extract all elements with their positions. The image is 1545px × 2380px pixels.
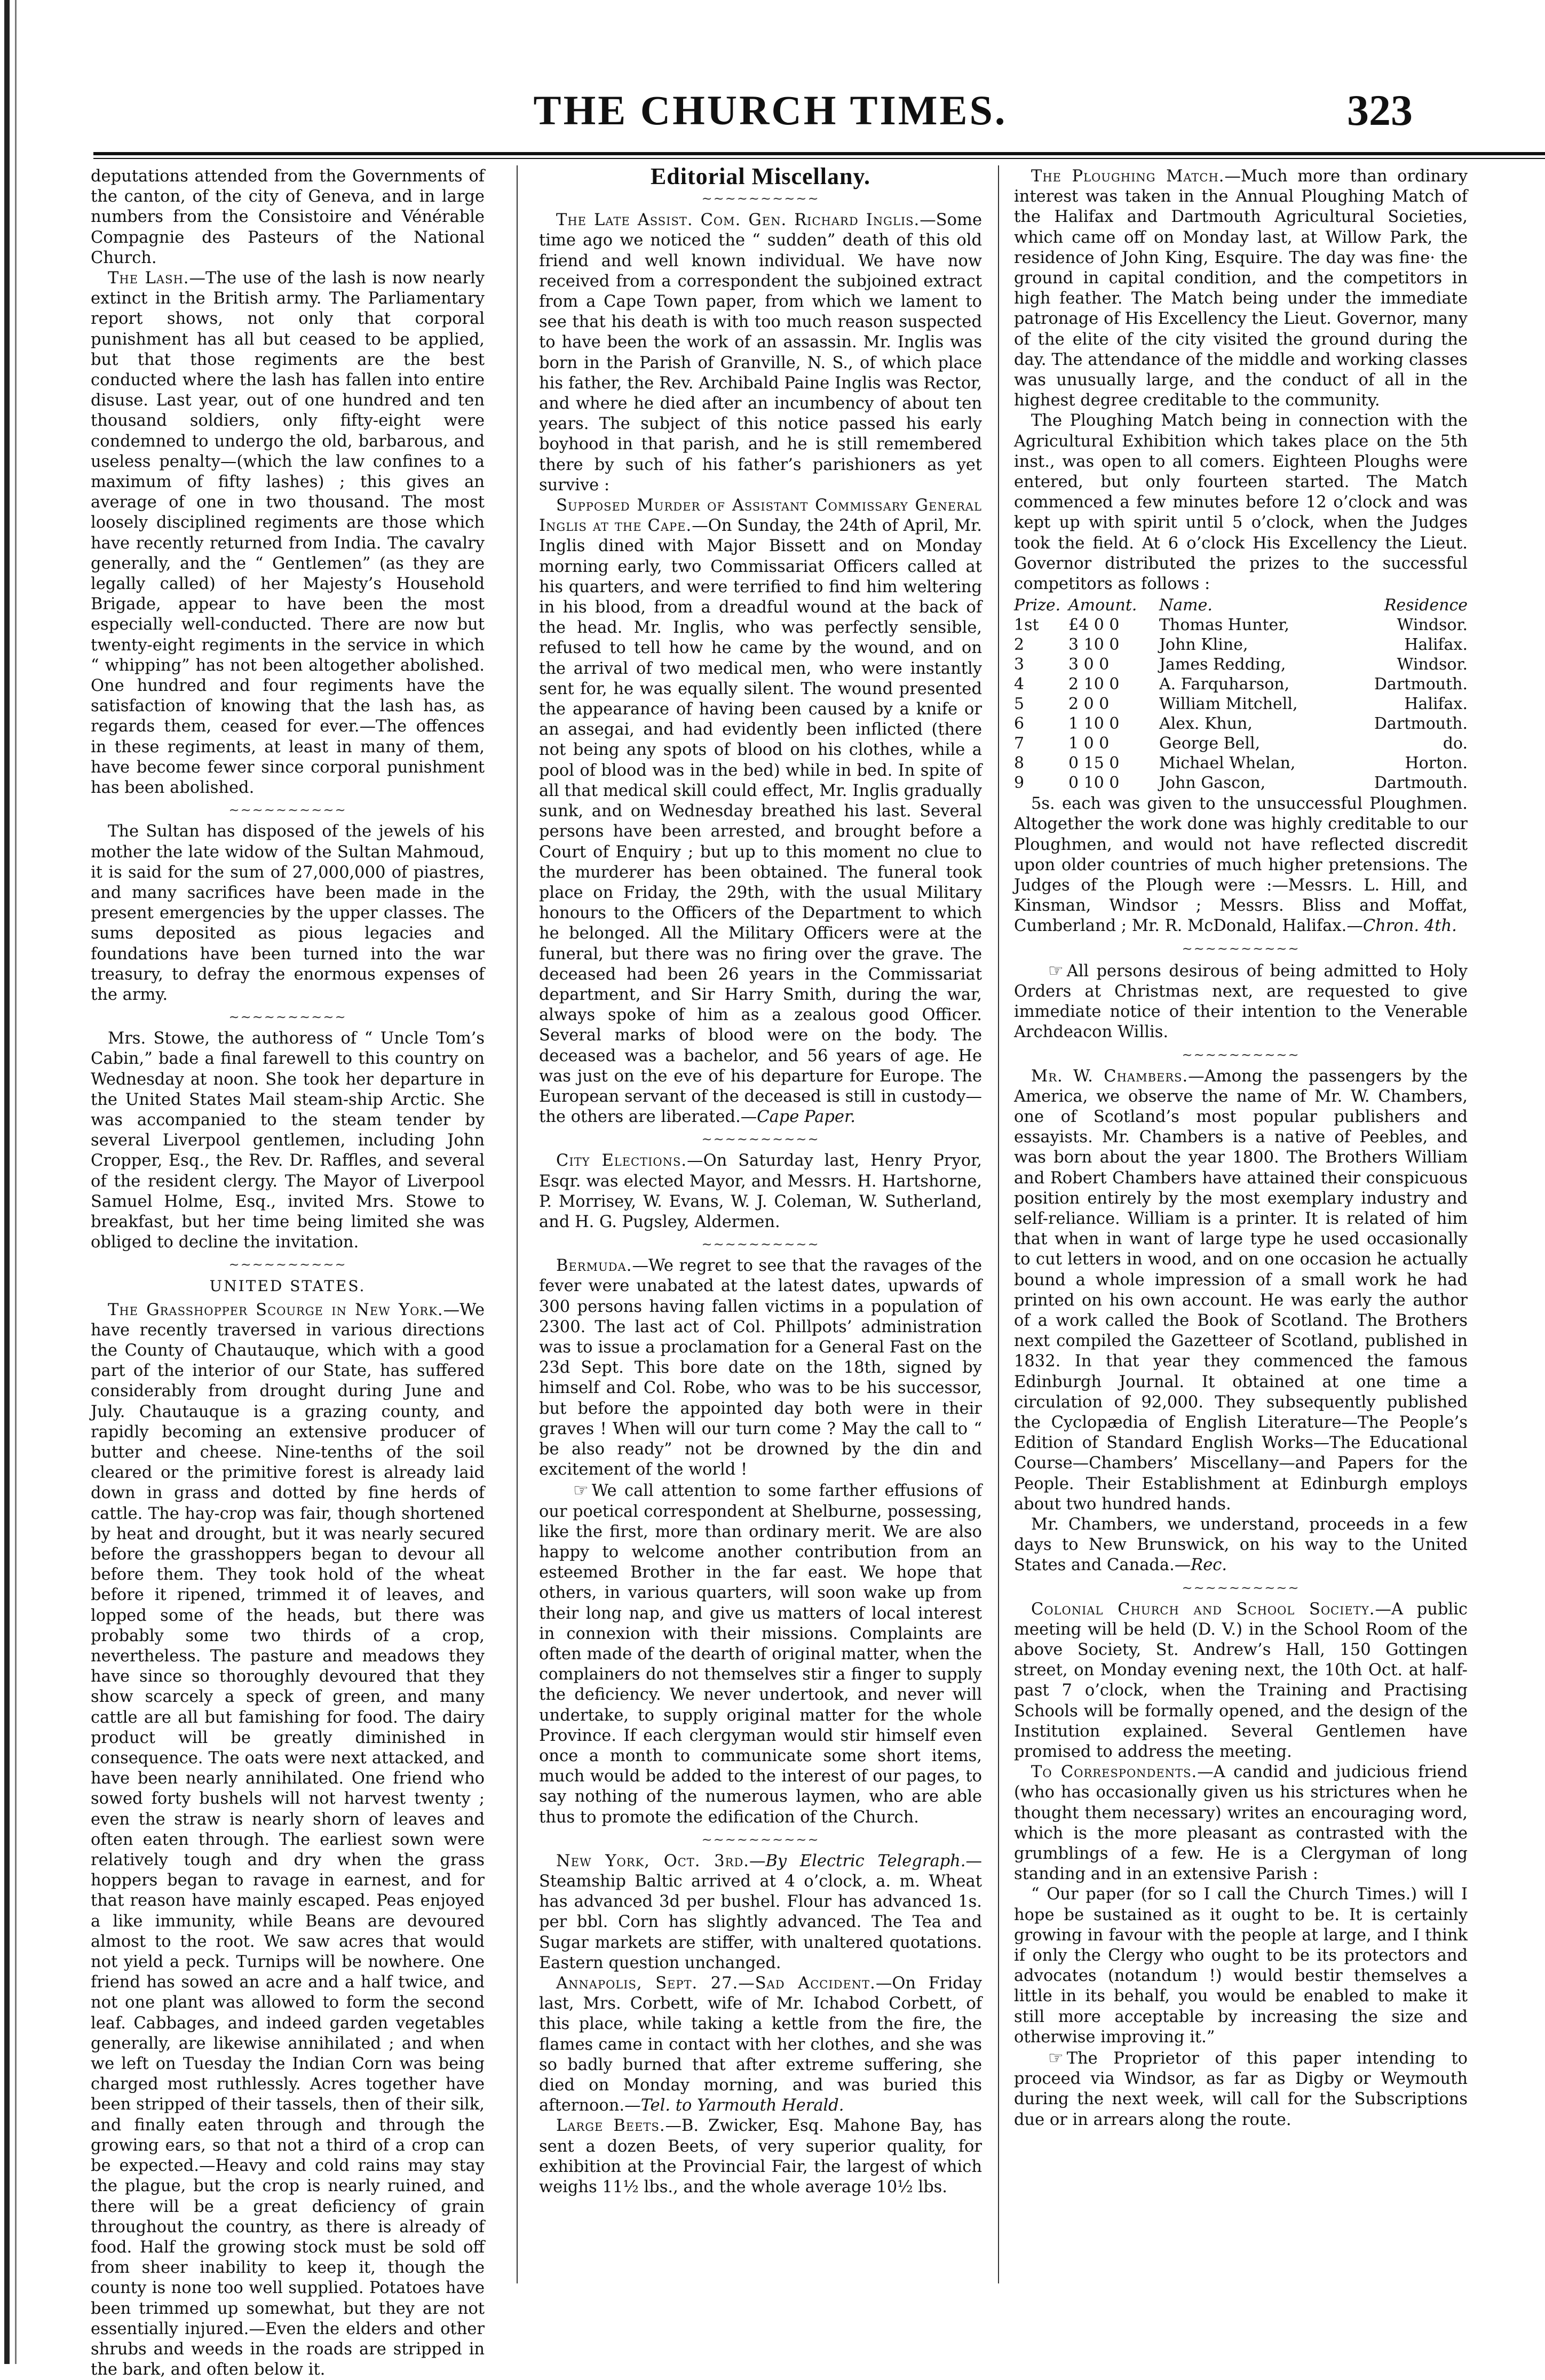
separator-ornament: ∼∼∼∼∼∼∼∼∼∼ (701, 191, 820, 206)
article-bermuda (539, 1256, 982, 1480)
article-holy-orders (1014, 960, 1468, 1043)
column-header: Amount. (1068, 596, 1137, 615)
article-body: —We regret to see that the ravages of the fever were unabated at the latest dates, upwards of 300 persons having fallen victims in a population of 2300. The last act of Col. Phillpots’ administration was to issue a proclamation for a General Fast on the 23d Sept. This bore date on the 18th, signed by himself and Col. Robe, who was to be his successor, but before the appointed day both were in their graves ! When will our turn come ? May the call to “ be also ready” not be drowned by the din and excitement of the world ! (539, 1256, 982, 1479)
article-body: 5s. each was given to the unsuccessful Ploughmen. Altogether the work done was highly creditable to our Ploughmen, and would not have reflected discredit upon older countries of much higher pretensions. The Judges of the Plough were :—Messrs. L. Hill, and Kinsman, Windsor ; Messrs. Bliss and Moffat, Cumberland ; Mr. R. McDonald, Halifax. (1014, 794, 1468, 936)
prize-table (1014, 595, 1468, 793)
article-body: —A candid and judicious friend (who has occasionally given us his strictures when he thought them necessary) writes an encouraging word, which is the more pleasant as contrasted with the grumblings of a few. He is a Clergyman of long standing and in an extensive Parish : (1014, 1763, 1468, 1884)
prize-cell: 5 (1014, 695, 1025, 714)
article-body: —Much more than ordinary interest was taken in the Annual Ploughing Match of the Halifax and Dartmouth Agricultural Societies, which came off on Monday last, at Willow Park, the residence of John King, Esquire. The day was fine· the ground in capital condition, and the competitors in high feather. The Match being under the immediate patronage of His Excellency the Lieut. Governor, many of the elite of the city visited the ground during the day. The attendance of the middle and working classes was unusually large, and the conduct of all in the highest degree creditable to the community. (1014, 167, 1468, 410)
name-cell: Alex. Khun, (1159, 714, 1253, 734)
article-lead: To Correspondents. (1031, 1763, 1198, 1782)
amount-cell: 3 10 0 (1068, 635, 1120, 655)
name-cell: William Mitchell, (1159, 695, 1298, 714)
pointing-hand-icon: ☞ (1048, 2048, 1064, 2068)
amount-cell: £4 0 0 (1068, 616, 1120, 635)
article-lead: The Grasshopper Scourge in New York. (108, 1300, 443, 1319)
residence-cell: Dartmouth. (1374, 675, 1468, 694)
residence-cell: Horton. (1405, 754, 1468, 773)
article-deputations: deputations attended from the Governments of the canton, of the city of Geneva, and in large numbers from the Consistoire and Vénérable Compagnie des Pasteurs of the National Church. (91, 167, 485, 267)
article-body: —Among the passengers by the America, we observe the name of Mr. W. Chambers, one of Scotland’s most popular publishers and essayists. Mr. Chambers is a native of Peebles, and was born about the year 1800. The Brothers William and Robert Chambers have attained their conspicuous position entirely by the most exemplary industry and self-reliance. William is a printer. It is related of him that when in want of large type he used occasionally to cut letters in wood, and on one occasion he actually bound a whole impression of a small work he had printed on his own account. He was early the author of a work called the Book of Scotland. The Brothers next compiled the Gazetteer of Scotland, published in 1832. In that year they commenced the famous Edinburgh Journal. It obtained at one time a circulation of 92,000. They subsequently published the Cyclopædia of English Literature—The People’s Edition of Standard English Works—The Educational Course—Chambers’ Miscellany—and Papers for the People. Their Establishment at Edinburgh employs about two hundred hands. (1014, 1066, 1468, 1514)
article-the-lash (91, 268, 485, 798)
name-cell: Thomas Hunter, (1159, 616, 1289, 635)
separator-ornament: ∼∼∼∼∼∼∼∼∼∼ (701, 1237, 820, 1252)
residence-cell: Dartmouth. (1374, 774, 1468, 793)
pointing-hand-icon: ☞ (573, 1480, 589, 1501)
article-murder (539, 496, 982, 1127)
article-citation: Tel. to Yarmouth Herald. (640, 2096, 844, 2115)
amount-cell: 2 10 0 (1068, 675, 1120, 694)
prize-cell: 7 (1014, 734, 1025, 753)
article-citation: —Chron. 4th. (1346, 917, 1457, 936)
page-number: 323 (1347, 86, 1413, 134)
table-row (1014, 714, 1468, 734)
article-subhead: —Sad Accident. (738, 1974, 876, 1993)
article-lead: The Lash. (108, 269, 189, 288)
pointing-hand-icon: ☞ (1048, 960, 1064, 981)
residence-cell: Halifax. (1404, 695, 1468, 714)
article-body: —On Sunday, the 24th of April, Mr. Inglis dined with Major Bissett and on Monday morning early, two Commissariat Officers called at his quarters, and were terrified to find him weltering in his blood, from a dreadful wound at the back of the head. Mr. Inglis, who was perfectly sensible, refused to tell how he came by the wound, and on the arrival of two medical men, who were instantly sent for, he was equally silent. The wound presented the appearance of having been caused by a knife or an assegai, and had evidently been inflicted (there not being any spots of blood on his clothes, while a pool of blood was in the bed) while in bed. In spite of all that medical skill could effect, Mr. Inglis gradually sunk, and on Wednesday breathed his last. Several persons have been arrested, and brought before a Court of Enquiry ; but up to this moment no clue to the murderer has been obtained. The funeral took place on Friday, the 29th, with the usual Military honours to the Officers of the Department to which he belonged. All the Military Officers were at the funeral, but there was no firing over the grave. The deceased had been 26 years in the Commissariat department, and Sir Harry Smith, during the war, always spoke of him as a zealous good Officer. Several marks of blood were on the body. The deceased was a bachelor, and 56 years of age. He was just on the eve of his departure for Europe. The European servant of the deceased is still in custody—the others are liberated. (539, 516, 982, 1127)
name-cell: John Kline, (1159, 635, 1248, 655)
article-body: The Proprietor of this paper intending to proceed via Windsor, as far as Digby or Weymouth during the next week, will call for the Subscriptions due or in arrears along the route. (1014, 2049, 1468, 2129)
article-ploughing-match-cont: The Ploughing Match being in connection with the Agricultural Exhibition which takes place on the 5th inst., was open to all comers. Eighteen Ploughs were entered, but only fourteen started. The Match commenced a few minutes before 12 o’clock and was kept up with spirit until 5 o’clock, when the Judges took the field. At 6 o’clock His Excellency the Lieut. Governor distributed the prizes to the successful competitors as follows : (1014, 411, 1468, 594)
residence-cell: do. (1443, 734, 1468, 753)
article-lead: Supposed Murder of Assistant Commissary General Inglis at the Cape. (539, 496, 982, 536)
table-row (1014, 655, 1468, 674)
column-header: Residence (1384, 596, 1468, 615)
article-lead: The Ploughing Match. (1031, 167, 1225, 186)
column-header: Name. (1159, 596, 1213, 615)
article-correspondents (1014, 1762, 1468, 1884)
article-colonial-church (1014, 1599, 1468, 1763)
article-body: —A public meeting will be held (D. V.) in the School Room of the above Society, St. Andrew’s Hall, 150 Gottingen street, on Monday evening next, the 10th Oct. at half-past 7 o’clock, when the Training and Practising Schools will be formally opened, and the design of the Institution explained. Several Gentlemen have promised to address the meeting. (1014, 1599, 1468, 1761)
table-row (1014, 615, 1468, 635)
article-body: —B. Zwicker, Esq. Mahone Bay, has sent a dozen Beets, of very superior quality, for exhibition at the Provincial Fair, the largest of which weighs 11½ lbs., and the whole average 10½ lbs. (539, 2116, 982, 2197)
prize-cell: 9 (1014, 774, 1025, 793)
amount-cell: 2 0 0 (1068, 695, 1110, 714)
column-left (91, 166, 485, 2379)
column-divider (998, 165, 999, 2283)
article-body: Mr. Chambers, we understand, proceeds in a few days to New Brunswick, on his way to the United States and Canada. (1014, 1515, 1468, 1575)
separator-ornament: ∼∼∼∼∼∼∼∼∼∼ (228, 1009, 347, 1025)
name-cell: John Gascon, (1159, 774, 1266, 793)
article-chambers (1014, 1066, 1468, 1515)
article-body: All persons desirous of being admitted to Holy Orders at Christmas next, are requested to give immediate notice of their intention to the Venerable Archdeacon Willis. (1014, 961, 1468, 1042)
article-citation: —Cape Paper. (740, 1108, 855, 1127)
amount-cell: 0 10 0 (1068, 774, 1120, 793)
article-lead: City Elections. (556, 1151, 687, 1171)
separator-ornament: ∼∼∼∼∼∼∼∼∼∼ (1182, 941, 1300, 956)
article-ploughing-match (1014, 166, 1468, 411)
amount-cell: 1 0 0 (1068, 734, 1110, 753)
table-row (1014, 674, 1468, 694)
residence-cell: Halifax. (1404, 635, 1468, 655)
article-chambers-cont (1014, 1515, 1468, 1576)
article-lead: Annapolis, Sept. 27. (556, 1974, 739, 1993)
article-body: —We have recently traversed in various directions the County of Chautauque, which with a good part of the interior of our State, has suffered considerably from drought during June and July. Chautauque is a grazing county, and rapidly becoming an extensive producer of butter and cheese. Nine-tenths of the soil cleared or the primitive forest is already laid down in grass and dotted by fine herds of cattle. The hay-crop was fair, though shortened by heat and drought, but it was nearly secured before the grasshoppers began to devour all before them. They took hold of the wheat before it ripened, trimmed it of leaves, and lopped some of the heads, but there was probably some two thirds of a crop, nevertheless. The pasture and meadows they have since so thoroughly devoured that they show scarcely a speck of green, and many cattle are all but famishing for food. The dairy product will be greatly diminished in consequence. The oats were next attacked, and have been nearly annihilated. One friend who sowed forty bushels will not harvest twenty ; even the straw is nearly shorn of leaves and often eaten through. The earliest sown were relatively tough and dry when the grass hoppers began to ravage in earnest, and for that reason have mainly escaped. Peas enjoyed a like immunity, while Beans are devoured almost to the root. We saw acres that would not yield a peck. Turnips will be nowhere. One friend has sowed an acre and a half twice, and not one plant was allowed to form the second leaf. Cabbages, and indeed garden vegetables generally, are likewise annihilated ; and when we left on Tuesday the Indian Corn was being charged most ruthlessly. Acres together have been stripped of their tassels, then of their silk, and finally eaten through and through the growing ears, so that not a third of a crop can be expected.—Heavy and cold rains may stay the plague, but the crop is nearly ruined, and there will be a great deficiency of grain throughout the country, as there is already of food. Half the growing stock must be sold off from sheer inability to keep it, though the county is none too well supplied. Potatoes have been trimmed up somewhat, but they are not essentially injured.—Even the elders and other shrubs and weeds in the roads are stripped in the bark, and often below it. (91, 1300, 485, 2379)
separator-ornament: ∼∼∼∼∼∼∼∼∼∼ (701, 1132, 820, 1147)
column-middle (539, 163, 983, 2322)
article-citation: —By Electric Telegraph. (749, 1851, 966, 1870)
article-lead: Bermuda. (556, 1256, 632, 1276)
article-body: —On Saturday last, Henry Pryor, Esqr. was elected Mayor, and Messrs. H. Hartshorne, P. Morrisey, W. Evans, W. J. Coleman, W. Sutherland, and H. G. Pugsley, Aldermen. (539, 1151, 982, 1231)
prize-table-header (1014, 595, 1468, 615)
article-lead: Colonial Church and School Society. (1031, 1599, 1375, 1619)
article-lead: Mr. W. Chambers. (1031, 1066, 1189, 1086)
article-body: —On Friday last, Mrs. Corbett, wife of Mr. Ichabod Corbett, of this place, while taking a kettle from the fire, the flames came in contact with her clothes, and she was so badly burned that after extreme suffering, she died on Monday morning, and was buried this afternoon.— (539, 1974, 983, 2115)
article-inglis (539, 210, 982, 496)
article-proprietor-notice (1014, 2048, 1468, 2130)
separator-ornament: ∼∼∼∼∼∼∼∼∼∼ (228, 802, 347, 818)
column-divider (517, 165, 518, 2283)
article-lead: The Late Assist. Com. Gen. Richard Inglis. (556, 211, 920, 230)
article-sultan: The Sultan has disposed of the jewels of his mother the late widow of the Sultan Mahmoud, it is said for the sum of 27,000,000 of piastres, and many sacrifices have been made in the present emergencies by the upper classes. The sums deposited as pious legacies and foundations have been turned into the war treasury, to defray the enormous expenses of the army. (91, 822, 485, 1004)
article-body: —The use of the lash is now nearly extinct in the British army. The Parliamentary report shows, not only that corporal punishment has all but ceased to be applied, but that those regiments are the best conducted where the lash has fallen into entire disuse. Last year, out of one hundred and ten thousand soldiers, only fifty-eight were condemned to undergo the old, barbarous, and useless penalty—(which the law confines to a maximum of fifty lashes) ; this gives an average of one in two thousand. The most loosely disciplined regiments are those which have recently returned from India. The cavalry generally, and the “ Gentlemen” (as they are legally called) of her Majesty’s Household Brigade, appear to have been the most especially well-conducted. There are now but twenty-eight regiments in the service in which “ whipping” has not been altogether abolished. One hundred and four regiments have the satisfaction of knowing that the lash has, as regards them, ceased for ever.—The offences in these regiments, at least in many of them, have become fewer since corporal punishment has been abolished. (91, 269, 485, 798)
header-rule (93, 152, 1545, 155)
amount-cell: 1 10 0 (1068, 714, 1120, 734)
prize-cell: 8 (1014, 754, 1025, 773)
amount-cell: 0 15 0 (1068, 754, 1120, 773)
binding-edge-line (15, 0, 17, 2364)
prize-cell: 6 (1014, 714, 1025, 734)
separator-ornament: ∼∼∼∼∼∼∼∼∼∼ (701, 1832, 820, 1847)
prize-cell: 1st (1014, 616, 1039, 635)
header-rule-thin (93, 158, 1545, 159)
table-row (1014, 635, 1468, 655)
table-row (1014, 734, 1468, 753)
article-city-elections (539, 1151, 982, 1232)
name-cell: James Redding, (1159, 655, 1286, 674)
separator-ornament: ∼∼∼∼∼∼∼∼∼∼ (1182, 1047, 1300, 1062)
article-poetical-correspondent (539, 1480, 982, 1827)
prize-cell: 4 (1014, 675, 1025, 694)
residence-cell: Windsor. (1397, 616, 1468, 635)
article-correspondents-quote: “ Our paper (for so I call the Church Times.) will I hope be sustained as it ought to be. It is certainly growing in favour with the people at large, and I think if only the Clergy who ought to be its protectors and advocates (notandum !) would bestir themselves a little in its behalf, you would be enabled to make it still more acceptable by increasing the size and otherwise improving it.” (1014, 1885, 1468, 2047)
table-row (1014, 773, 1468, 793)
column-right (1014, 166, 1468, 2322)
amount-cell: 3 0 0 (1068, 655, 1110, 674)
article-body: —Steamship Baltic arrived at 4 o’clock, a. m. Wheat has advanced 3d per bushel. Flour has advanced 1s. per bbl. Corn has slightly advanced. The Tea and Sugar markets are stiffer, with unaltered quotations. Eastern question unchanged. (539, 1851, 982, 1972)
separator-ornament: ∼∼∼∼∼∼∼∼∼∼ (1182, 1580, 1300, 1595)
article-citation: —Rec. (1174, 1556, 1227, 1575)
article-body: —Some time ago we noticed the “ sudden” death of this old friend and well known individual. We have now received from a correspondent the subjoined extract from a Cape Town paper, from which we lament to see that his death is with too much reason suspected to have been the work of an assassin. Mr. Inglis was born in the Parish of Granville, N. S., of which place his father, the Rev. Archibald Paine Inglis was Rector, and where he died after an incumbency of about ten years. The subject of this notice passed his early boyhood in that parish, and he is still remembered there by such of his father’s parishioners as yet survive : (539, 211, 982, 495)
prize-cell: 2 (1014, 635, 1025, 655)
prize-cell: 3 (1014, 655, 1025, 674)
article-annapolis (539, 1973, 982, 2116)
name-cell: A. Farquharson, (1159, 675, 1290, 694)
editorial-heading: Editorial Miscellany. (650, 163, 871, 189)
residence-cell: Dartmouth. (1374, 714, 1468, 734)
page-title: THE CHURCH TIMES. (533, 87, 1008, 133)
article-lead: New York, Oct. 3rd. (556, 1851, 749, 1870)
article-ploughing-judges (1014, 794, 1468, 936)
residence-cell: Windsor. (1397, 655, 1468, 674)
separator-ornament: ∼∼∼∼∼∼∼∼∼∼ (228, 1257, 347, 1272)
name-cell: George Bell, (1159, 734, 1261, 753)
section-heading: UNITED STATES. (209, 1277, 366, 1295)
article-large-beets (539, 2116, 982, 2198)
article-body: We call attention to some farther effusions of our poetical correspondent at Shelburne, possessing, like the first, more than ordinary merit. We are also happy to welcome another contribution from an esteemed Brother in the far east. We hope that others, in various quarters, will soon wake up from their long nap, and give us matters of local interest in connexion with their missions. Complaints are often made of the dearth of original matter, when the complainers do not themselves stir a finger to supply the deficiency. We never undertook, and never will undertake, to supply original matter for the whole Province. If each clergyman would stir himself even once a month to communicate some short items, much would be added to the interest of our pages, to say nothing of the numerous laymen, who are able thus to promote the edification of the Church. (539, 1482, 982, 1827)
article-new-york (539, 1851, 982, 1973)
column-header: Prize. (1014, 596, 1061, 615)
name-cell: Michael Whelan, (1159, 754, 1296, 773)
article-mrs-stowe: Mrs. Stowe, the authoress of “ Uncle Tom’s Cabin,” bade a final farewell to this country on Wednesday at noon. She took her departure in the United States Mail steam-ship Arctic. She was accompanied to the steam tender by several Liverpool gentlemen, including John Cropper, Esq., the Rev. Dr. Raffles, and several of the resident clergy. The Mayor of Liverpool Samuel Holme, Esq., invited Mrs. Stowe to breakfast, but her time being limited she was obliged to decline the invitation. (91, 1029, 485, 1252)
binding-edge (4, 0, 10, 2364)
table-row (1014, 753, 1468, 773)
article-lead: Large Beets. (556, 2116, 665, 2136)
table-row (1014, 694, 1468, 714)
article-grasshopper (91, 1300, 485, 2380)
